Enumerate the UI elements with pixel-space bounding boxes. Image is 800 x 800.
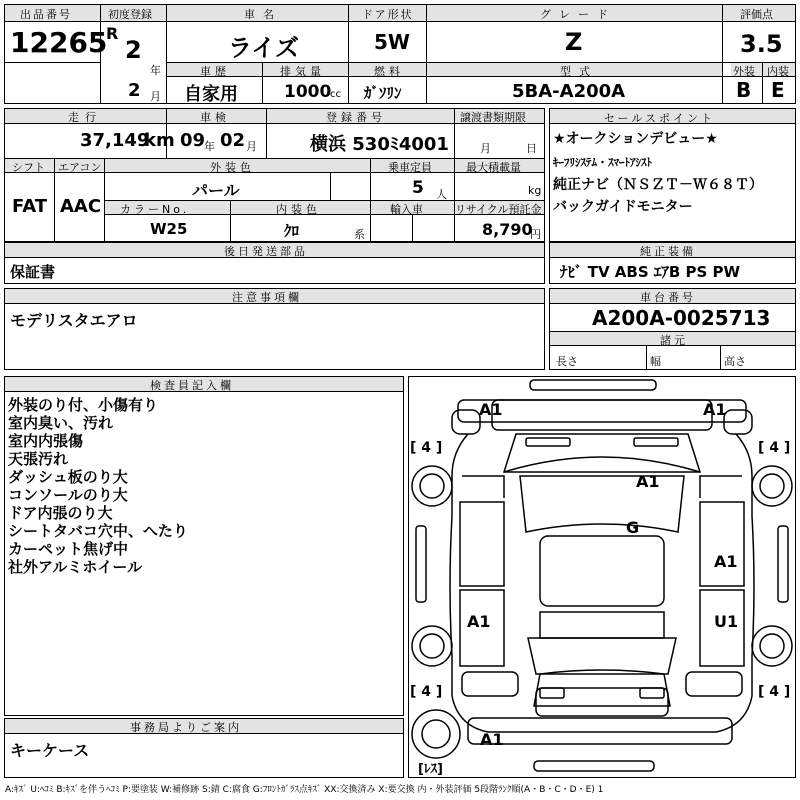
header-row2-bg bbox=[166, 62, 722, 76]
door-label: ドア形状 bbox=[362, 8, 414, 21]
reg-month: 2 bbox=[128, 80, 141, 101]
inspector-note: 社外アルミホイール bbox=[8, 558, 143, 576]
inspector-note: ダッシュ板のり大 bbox=[8, 468, 128, 486]
inspector-note: カーペット焦げ中 bbox=[8, 540, 129, 558]
dims-label: 諸元 bbox=[660, 334, 688, 347]
inspect-label: 車検 bbox=[200, 111, 230, 124]
inspector-label: 検査員記入欄 bbox=[150, 379, 234, 392]
spec-block bbox=[4, 108, 545, 242]
tire-tread-front-left: [ 4 ] bbox=[410, 440, 443, 456]
office-label: 事務局よりご案内 bbox=[130, 721, 242, 734]
lot-label: 出品番号 bbox=[20, 8, 72, 21]
ext-label: 外装 bbox=[733, 65, 755, 78]
recycle-label: リサイクル預託金 bbox=[455, 203, 542, 216]
score: 3.5 bbox=[740, 30, 783, 58]
damage-mark-front-right: A1 bbox=[703, 400, 727, 419]
tire-tread-front-right: [ 4 ] bbox=[758, 440, 791, 456]
chassis-label: 車台番号 bbox=[640, 291, 696, 304]
legend: A:ｷｽﾞ U:ﾍｺﾐ B:ｷｽﾞを伴うﾍｺﾐ P:要塗装 W:補修跡 S:錆 C:腐食 G:ﾌﾛﾝﾄｶﾞﾗｽ点ｷｽﾞ XX:交換済み X:要交換 内・外装評価 5段階ﾗﾝｸ順(A・B・C・D・E) 1 bbox=[5, 785, 604, 795]
capacity: 5 bbox=[412, 178, 424, 198]
sales-point-1: ★オークションデビュー★ bbox=[553, 131, 718, 147]
color-no-label: カラーNo. bbox=[120, 203, 190, 216]
inspector-note: ドア内張のり大 bbox=[8, 504, 113, 522]
car-diagram bbox=[408, 376, 796, 778]
load-label: 最大積載量 bbox=[466, 161, 521, 174]
inspector-note: 室内臭い、汚れ bbox=[8, 414, 114, 432]
disp-label: 排気量 bbox=[280, 65, 325, 78]
door-type: 5W bbox=[374, 30, 410, 54]
history-label: 車歴 bbox=[200, 65, 230, 78]
reg-year: 2 bbox=[125, 36, 142, 64]
sales-points-label: セールスポイント bbox=[604, 112, 716, 125]
sales-point-4: バックガイドモニター bbox=[553, 199, 693, 215]
inspect-month-unit: 月 bbox=[246, 140, 257, 153]
history: 自家用 bbox=[184, 84, 238, 105]
parts-label: 後日発送部品 bbox=[224, 245, 308, 258]
damage-mark-front-left: A1 bbox=[479, 400, 503, 419]
capacity-label: 乗車定員 bbox=[388, 161, 432, 174]
sales-point-3: 純正ナビ（ＮＳＺＴ－Ｗ６８Ｔ） bbox=[553, 177, 763, 193]
inspect-year-unit: 年 bbox=[204, 140, 215, 153]
model-name: ライズ bbox=[228, 34, 300, 62]
sales-point-2: ｷｰﾌﾘｼｽﾃﾑ・ｽﾏｰﾄｱｼｽﾄ bbox=[553, 156, 652, 169]
damage-mark-right-front-door: A1 bbox=[714, 552, 738, 571]
inspector-note: 室内内張傷 bbox=[8, 432, 84, 450]
plate-label: 登録番号 bbox=[326, 111, 386, 124]
caution-label: 注意事項欄 bbox=[232, 291, 302, 304]
mileage-label: 走行 bbox=[68, 111, 102, 124]
color-no: W25 bbox=[150, 220, 188, 238]
mileage: 37,149 bbox=[80, 130, 150, 151]
color: パール bbox=[192, 181, 240, 200]
grade-label: グレード bbox=[540, 8, 616, 21]
model-type: 5BA-A200A bbox=[512, 81, 626, 102]
damage-mark-rear: A1 bbox=[480, 730, 504, 749]
spare-tire: [ﾚｽ] bbox=[418, 762, 443, 777]
inspect-year: 09 bbox=[180, 130, 206, 151]
ext-grade: B bbox=[736, 78, 752, 102]
grade: Z bbox=[565, 28, 583, 56]
int-color-label: 内装色 bbox=[276, 203, 321, 216]
recycle-unit: 円 bbox=[530, 228, 541, 241]
dims-length: 長さ bbox=[556, 355, 578, 368]
type-label: 型式 bbox=[560, 65, 598, 78]
fuel-label: 燃料 bbox=[374, 65, 404, 78]
office-value: キーケース bbox=[10, 741, 90, 760]
shift: FAT bbox=[12, 196, 48, 217]
tire-tread-rear-left: [ 4 ] bbox=[410, 684, 443, 700]
int-color: ｸﾛ bbox=[284, 222, 300, 240]
inspect-month: 02 bbox=[220, 130, 246, 151]
dims-width: 幅 bbox=[650, 355, 661, 368]
int-label: 内装 bbox=[767, 65, 789, 78]
era: R bbox=[106, 24, 119, 43]
model-label: 車名 bbox=[244, 8, 282, 21]
caution-value: モデリスタエアロ bbox=[10, 311, 138, 330]
damage-mark-roof: A1 bbox=[636, 472, 660, 491]
transfer-month: 月 bbox=[480, 142, 491, 155]
disp-unit: cc bbox=[330, 89, 341, 100]
fuel: ｶﾞｿﾘﾝ bbox=[364, 84, 402, 102]
ac-label: エアコン bbox=[58, 161, 102, 174]
tire-tread-rear-right: [ 4 ] bbox=[758, 684, 791, 700]
displacement: 1000 bbox=[284, 82, 332, 102]
color-label: 外装色 bbox=[210, 161, 255, 174]
inspector-notes bbox=[8, 396, 188, 576]
score-label: 評価点 bbox=[740, 8, 773, 21]
capacity-unit: 人 bbox=[436, 188, 447, 201]
int-grade: E bbox=[771, 78, 785, 102]
import-label: 輸入車 bbox=[390, 203, 423, 216]
damage-mark-glass: G bbox=[626, 518, 640, 537]
dims-height: 高さ bbox=[724, 355, 746, 368]
shift-label: シフト bbox=[12, 161, 45, 174]
recycle: 8,790 bbox=[482, 220, 533, 239]
reg-year-unit: 年 bbox=[150, 64, 161, 77]
load-unit: kg bbox=[528, 184, 542, 197]
inspector-note: シートタバコ穴中、へたり bbox=[8, 522, 188, 540]
int-color-unit: 系 bbox=[354, 228, 365, 241]
equipment-label: 純正装備 bbox=[640, 245, 696, 258]
equipment-value: ﾅﾋﾞ TV ABS ｴｱB PS PW bbox=[560, 263, 741, 281]
ac: AAC bbox=[60, 196, 102, 217]
first-reg-label: 初度登録 bbox=[108, 8, 152, 21]
parts-value: 保証書 bbox=[10, 263, 56, 281]
plate: 横浜 530ﾐ4001 bbox=[310, 134, 449, 155]
lot-number: 12265 bbox=[10, 26, 108, 59]
damage-mark-right-rear-door: U1 bbox=[714, 612, 739, 631]
transfer-day: 日 bbox=[526, 142, 537, 155]
damage-mark-left-rear-door: A1 bbox=[467, 612, 491, 631]
inspector-note: 天張汚れ bbox=[8, 450, 69, 468]
reg-month-unit: 月 bbox=[150, 90, 161, 103]
inspector-note: コンソールのり大 bbox=[8, 486, 128, 504]
mileage-unit: km bbox=[144, 130, 175, 151]
transfer-label: 譲渡書類期限 bbox=[460, 111, 526, 124]
chassis-number: A200A-0025713 bbox=[592, 306, 771, 330]
inspector-note: 外装のり付、小傷有り bbox=[8, 396, 159, 414]
